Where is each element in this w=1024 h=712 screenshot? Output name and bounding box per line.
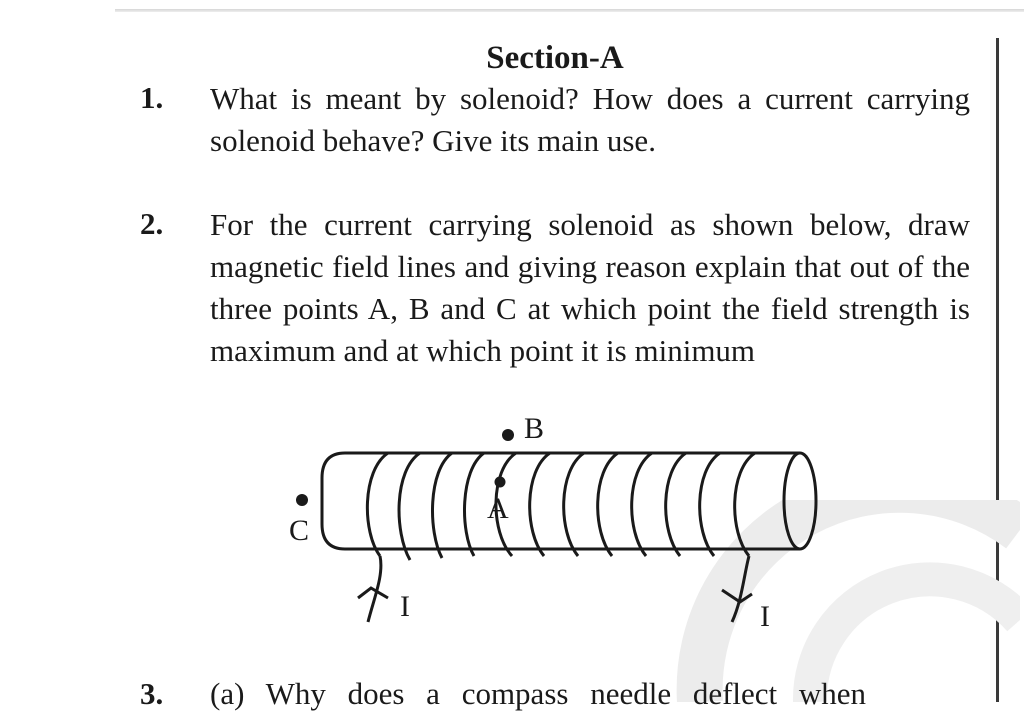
- current-label-left: I: [400, 590, 410, 623]
- solenoid-coil-turns: [367, 453, 755, 560]
- question-2-text: For the current carrying solenoid as shown below, draw magnetic field lines and giving reason explain that out of the three points A, B and C at which point the field strength is maximum and at which point it is minimum: [210, 207, 970, 368]
- lead-wires: [358, 556, 752, 622]
- point-c-dot: [296, 494, 308, 506]
- current-label-right: I: [760, 600, 770, 633]
- point-a-dot: [495, 477, 506, 488]
- point-a-label: A: [487, 492, 509, 525]
- point-b-label: B: [524, 412, 545, 445]
- point-c-label: C: [289, 514, 310, 547]
- section-title: Section-A: [486, 40, 624, 76]
- question-2-number: 2.: [140, 206, 164, 241]
- question-3-text: (a) Why does a compass needle deflect when: [210, 676, 867, 711]
- question-3-number: 3.: [140, 676, 164, 711]
- question-1-number: 1.: [140, 80, 164, 115]
- point-b-dot: [502, 429, 514, 441]
- question-1-text: What is meant by solenoid? How does a current carrying solenoid behave? Give its main use.: [210, 81, 970, 158]
